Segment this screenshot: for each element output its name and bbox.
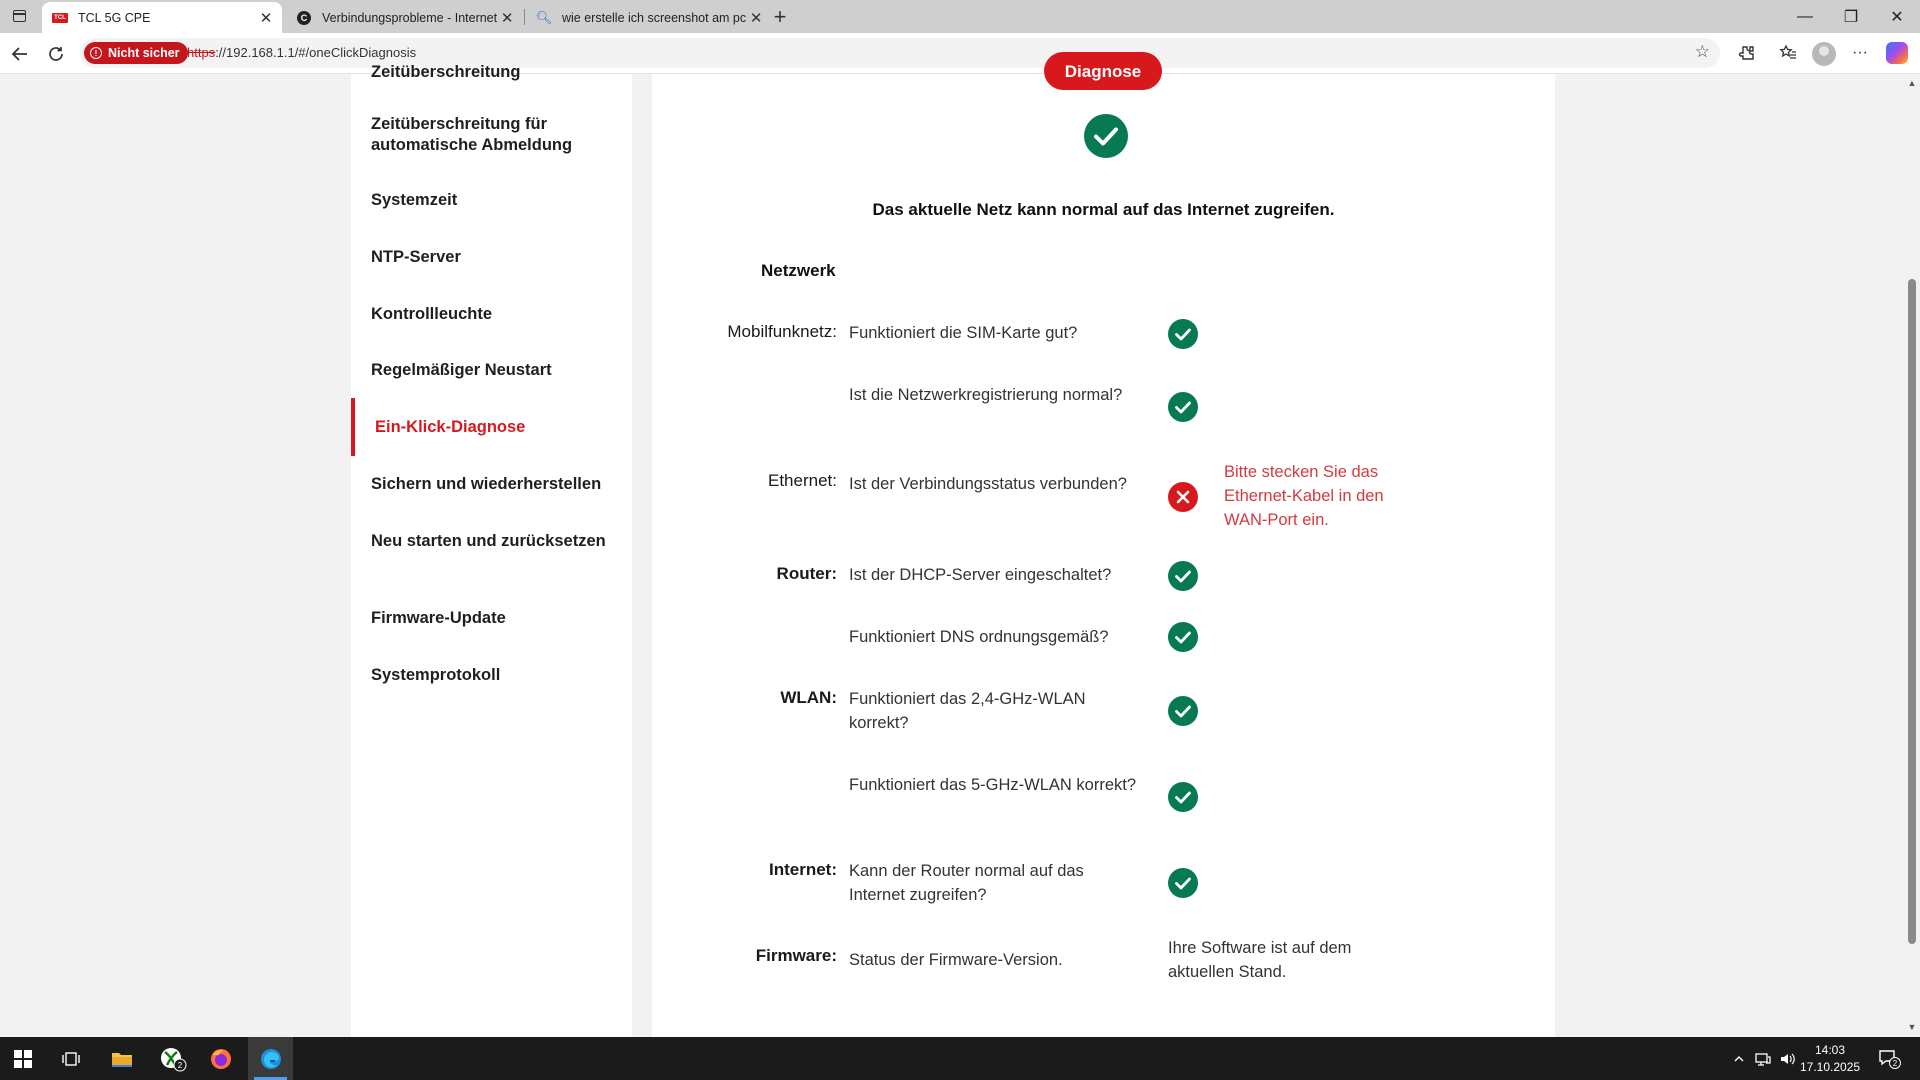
status-ok-icon [1168, 868, 1198, 898]
start-button[interactable] [4, 1043, 42, 1075]
task-view-button[interactable] [52, 1043, 90, 1075]
windows-taskbar [0, 1037, 1920, 1080]
tab-verbindungsprobleme[interactable] [286, 2, 522, 33]
tab-tcl-5g-cpe[interactable] [42, 2, 282, 33]
browser-toolbar [0, 33, 1920, 74]
close-tab-icon[interactable]: ✕ [500, 9, 514, 27]
check-question-firmware: Status der Firmware-Version. [849, 951, 1063, 969]
scroll-up-arrow-icon[interactable]: ▲ [1907, 78, 1917, 88]
category-label-mobile: Mobilfunknetz: [727, 322, 837, 341]
scroll-down-arrow-icon[interactable]: ▼ [1907, 1022, 1917, 1032]
taskbar-clock[interactable] [1800, 1042, 1860, 1076]
volume-icon[interactable] [1780, 1037, 1796, 1080]
profile-avatar[interactable] [1812, 42, 1836, 66]
minimize-button[interactable]: — [1797, 7, 1813, 25]
close-window-button[interactable]: ✕ [1890, 8, 1904, 26]
new-tab-button[interactable]: + [773, 4, 787, 29]
folder-icon [111, 1050, 133, 1068]
diagnose-button[interactable]: Diagnose [1044, 52, 1162, 90]
check-question-wlan-24: Funktioniert das 2,4-GHz-WLAN korrekt? [849, 690, 1086, 732]
reload-icon [47, 45, 65, 63]
diagnosis-panel [652, 62, 1555, 1037]
check-question-dhcp: Ist der DHCP-Server eingeschaltet? [849, 566, 1112, 584]
status-ok-icon [1168, 622, 1198, 652]
back-button[interactable] [5, 39, 35, 69]
sidebar-item-scheduled-reboot[interactable]: Regelmäßiger Neustart [371, 361, 552, 379]
copilot-icon[interactable] [1886, 42, 1908, 64]
tab-actions-button[interactable] [8, 6, 30, 26]
network-icon[interactable] [1755, 1037, 1771, 1080]
check-question-internet: Kann der Router normal auf das Internet zugreifen? [849, 862, 1084, 904]
edge-icon [260, 1048, 282, 1070]
restore-button[interactable]: ❐ [1843, 8, 1859, 26]
sidebar-item-ntp-server[interactable]: NTP-Server [371, 248, 461, 266]
c-logo-icon: C [296, 10, 312, 26]
page-viewport [0, 62, 1904, 1037]
ethernet-hint-text: Bitte stecken Sie das Ethernet-Kabel in den WAN-Port ein. [1224, 463, 1384, 529]
sidebar-item-one-click-diagnosis[interactable]: Ein-Klick-Diagnose [375, 418, 526, 436]
category-label-internet: Internet: [769, 860, 837, 879]
tray-expand-icon[interactable] [1733, 1037, 1745, 1080]
section-title-network: Netzwerk [761, 261, 836, 280]
sidebar-active-indicator [351, 398, 355, 456]
tcl-logo-icon: TCL [52, 10, 68, 26]
close-tab-icon[interactable]: ✕ [259, 9, 273, 27]
close-tab-icon[interactable]: ✕ [749, 9, 763, 27]
check-question-ethernet: Ist der Verbindungsstatus verbunden? [849, 475, 1127, 493]
sidebar-item-partial[interactable]: Zeitüberschreitung [371, 63, 521, 81]
status-ok-icon [1168, 696, 1198, 726]
status-ok-icon [1168, 782, 1198, 812]
reload-button[interactable] [41, 39, 71, 69]
xbox-icon [159, 1046, 187, 1072]
status-ok-icon [1168, 561, 1198, 591]
xbox-app-button[interactable] [154, 1043, 192, 1075]
category-label-wlan: WLAN: [780, 688, 837, 707]
status-ok-icon [1168, 392, 1198, 422]
category-label-firmware: Firmware: [755, 946, 837, 965]
settings-sidebar [351, 63, 632, 1037]
sidebar-item-auto-logout[interactable]: Zeitüberschreitung für automatische Abmeldung [371, 115, 573, 154]
status-ok-icon [1168, 319, 1198, 349]
extensions-icon[interactable] [1735, 41, 1759, 65]
tab-title: Verbindungsprobleme - Internet [322, 10, 498, 25]
svg-text:2: 2 [177, 1061, 183, 1070]
task-view-icon [62, 1050, 80, 1068]
tab-separator [524, 9, 525, 25]
check-question-wlan-5: Funktioniert das 5-GHz-WLAN korrekt? [849, 776, 1137, 794]
overall-ok-icon [1084, 114, 1128, 158]
category-label-ethernet: Ethernet: [768, 471, 837, 490]
category-label-router: Router: [776, 564, 837, 583]
clock-time: 14:03 [1814, 1043, 1846, 1057]
tab-screenshot-search[interactable] [526, 2, 764, 33]
clock-date: 17.10.2025 [1800, 1060, 1861, 1074]
check-question-registration: Ist die Netzwerkregistrierung normal? [849, 386, 1123, 404]
tab-title: TCL 5G CPE [78, 10, 151, 25]
sidebar-item-system-time[interactable]: Systemzeit [371, 191, 458, 209]
sidebar-item-indicator-light[interactable]: Kontrollleuchte [371, 305, 493, 323]
windows-logo-icon [14, 1050, 32, 1068]
not-secure-badge[interactable] [84, 42, 188, 64]
firefox-button[interactable] [202, 1043, 240, 1075]
edge-browser-button[interactable] [252, 1043, 290, 1075]
page-scrollbar[interactable] [1904, 74, 1920, 1037]
favorite-star-icon[interactable]: ☆ [1694, 42, 1710, 61]
sidebar-item-backup-restore[interactable]: Sichern und wiederherstellen [371, 475, 602, 493]
sidebar-item-reboot-reset[interactable]: Neu starten und zurücksetzen [371, 532, 606, 550]
tab-bar [0, 0, 1920, 33]
notifications-icon[interactable] [1878, 1037, 1902, 1080]
sidebar-item-system-log[interactable]: Systemprotokoll [371, 666, 501, 684]
tab-actions-icon [13, 10, 26, 22]
favorites-icon[interactable] [1776, 41, 1800, 65]
firmware-status-text: Ihre Software ist auf dem aktuellen Stand. [1168, 939, 1352, 981]
svg-text:2: 2 [1892, 1058, 1898, 1068]
back-arrow-icon [11, 45, 29, 63]
file-explorer-button[interactable] [103, 1043, 141, 1075]
firefox-icon [210, 1048, 232, 1070]
scrollbar-thumb[interactable] [1908, 279, 1916, 944]
result-message: Das aktuelle Netz kann normal auf das Internet zugreifen. [872, 200, 1335, 219]
check-question-dns: Funktioniert DNS ordnungsgemäß? [849, 628, 1109, 646]
warning-icon: ! [90, 47, 102, 59]
check-question-sim: Funktioniert die SIM-Karte gut? [849, 324, 1078, 342]
tab-title: wie erstelle ich screenshot am pc [562, 10, 747, 25]
more-options-icon[interactable]: ··· [1852, 44, 1868, 61]
status-error-icon [1168, 482, 1198, 512]
address-bar[interactable] [80, 38, 1720, 68]
url-text[interactable]: https://192.168.1.1/#/oneClickDiagnosis [187, 45, 417, 60]
sidebar-item-firmware-update[interactable]: Firmware-Update [371, 609, 506, 627]
search-icon: 🔍︎ [535, 9, 553, 25]
not-secure-label: Nicht sicher [108, 46, 180, 60]
